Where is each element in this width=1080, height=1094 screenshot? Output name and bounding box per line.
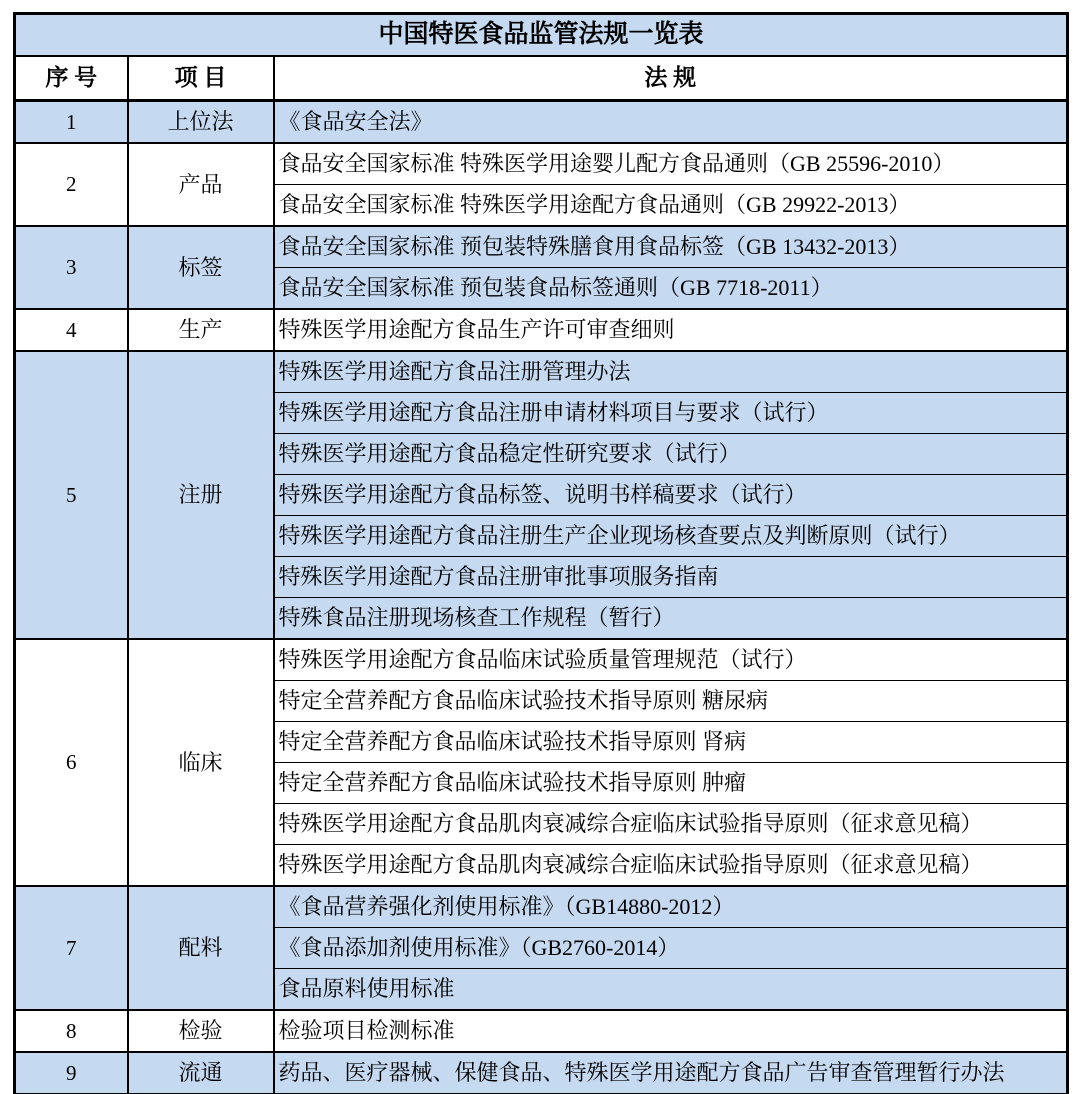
regulations-table	[13, 12, 1069, 1094]
cell-item: 上位法	[128, 101, 274, 144]
table-row	[15, 143, 1068, 185]
table-title: 中国特医食品监管法规一览表	[15, 14, 1068, 57]
cell-regulation: 食品安全国家标准 预包装食品标签通则（GB 7718-2011）	[274, 268, 1068, 310]
table-row	[15, 309, 1068, 351]
table-row	[15, 639, 1068, 681]
cell-regulation: 特殊医学用途配方食品稳定性研究要求（试行）	[274, 434, 1068, 475]
cell-regulation: 特殊医学用途配方食品注册申请材料项目与要求（试行）	[274, 393, 1068, 434]
cell-number: 8	[15, 1010, 128, 1052]
table-row	[15, 101, 1068, 144]
cell-item: 产品	[128, 143, 274, 226]
cell-regulation: 特定全营养配方食品临床试验技术指导原则 糖尿病	[274, 681, 1068, 722]
cell-number: 4	[15, 309, 128, 351]
cell-item: 配料	[128, 886, 274, 1010]
table-row	[15, 351, 1068, 393]
cell-regulation: 特殊医学用途配方食品注册管理办法	[274, 351, 1068, 393]
table-row	[15, 1010, 1068, 1052]
cell-regulation: 特定全营养配方食品临床试验技术指导原则 肿瘤	[274, 763, 1068, 804]
header-regulation: 法 规	[274, 56, 1068, 101]
table-row	[15, 226, 1068, 268]
cell-regulation: 特殊医学用途配方食品标签、说明书样稿要求（试行）	[274, 475, 1068, 516]
cell-item: 流通	[128, 1052, 274, 1094]
header-number: 序 号	[15, 56, 128, 101]
cell-regulation: 特殊食品注册现场核查工作规程（暂行）	[274, 598, 1068, 640]
cell-regulation: 特定全营养配方食品临床试验技术指导原则 肾病	[274, 722, 1068, 763]
cell-item: 注册	[128, 351, 274, 639]
cell-regulation: 《食品营养强化剂使用标准》（GB14880-2012）	[274, 886, 1068, 928]
cell-regulation: 《食品添加剂使用标准》（GB2760-2014）	[274, 928, 1068, 969]
cell-number: 9	[15, 1052, 128, 1094]
cell-regulation: 特殊医学用途配方食品临床试验质量管理规范（试行）	[274, 639, 1068, 681]
table-row	[15, 886, 1068, 928]
cell-regulation: 食品安全国家标准 预包装特殊膳食用食品标签（GB 13432-2013）	[274, 226, 1068, 268]
cell-item: 临床	[128, 639, 274, 886]
cell-regulation: 特殊医学用途配方食品生产许可审查细则	[274, 309, 1068, 351]
cell-number: 6	[15, 639, 128, 886]
cell-number: 2	[15, 143, 128, 226]
cell-regulation: 食品原料使用标准	[274, 969, 1068, 1011]
cell-regulation: 药品、医疗器械、保健食品、特殊医学用途配方食品广告审查管理暂行办法	[274, 1052, 1068, 1094]
cell-regulation: 食品安全国家标准 特殊医学用途婴儿配方食品通则（GB 25596-2010）	[274, 143, 1068, 185]
cell-regulation: 特殊医学用途配方食品注册生产企业现场核查要点及判断原则（试行）	[274, 516, 1068, 557]
cell-item: 检验	[128, 1010, 274, 1052]
cell-number: 1	[15, 101, 128, 144]
table-title-row	[15, 14, 1068, 57]
cell-regulation: 特殊医学用途配方食品注册审批事项服务指南	[274, 557, 1068, 598]
cell-number: 5	[15, 351, 128, 639]
table-row	[15, 1052, 1068, 1094]
header-item: 项 目	[128, 56, 274, 101]
cell-item: 生产	[128, 309, 274, 351]
cell-regulation: 食品安全国家标准 特殊医学用途配方食品通则（GB 29922-2013）	[274, 185, 1068, 227]
cell-item: 标签	[128, 226, 274, 309]
cell-number: 7	[15, 886, 128, 1010]
cell-regulation: 特殊医学用途配方食品肌肉衰减综合症临床试验指导原则（征求意见稿）	[274, 845, 1068, 887]
table-header-row	[15, 56, 1068, 101]
cell-regulation: 特殊医学用途配方食品肌肉衰减综合症临床试验指导原则（征求意见稿）	[274, 804, 1068, 845]
cell-regulation: 《食品安全法》	[274, 101, 1068, 144]
cell-regulation: 检验项目检测标准	[274, 1010, 1068, 1052]
cell-number: 3	[15, 226, 128, 309]
